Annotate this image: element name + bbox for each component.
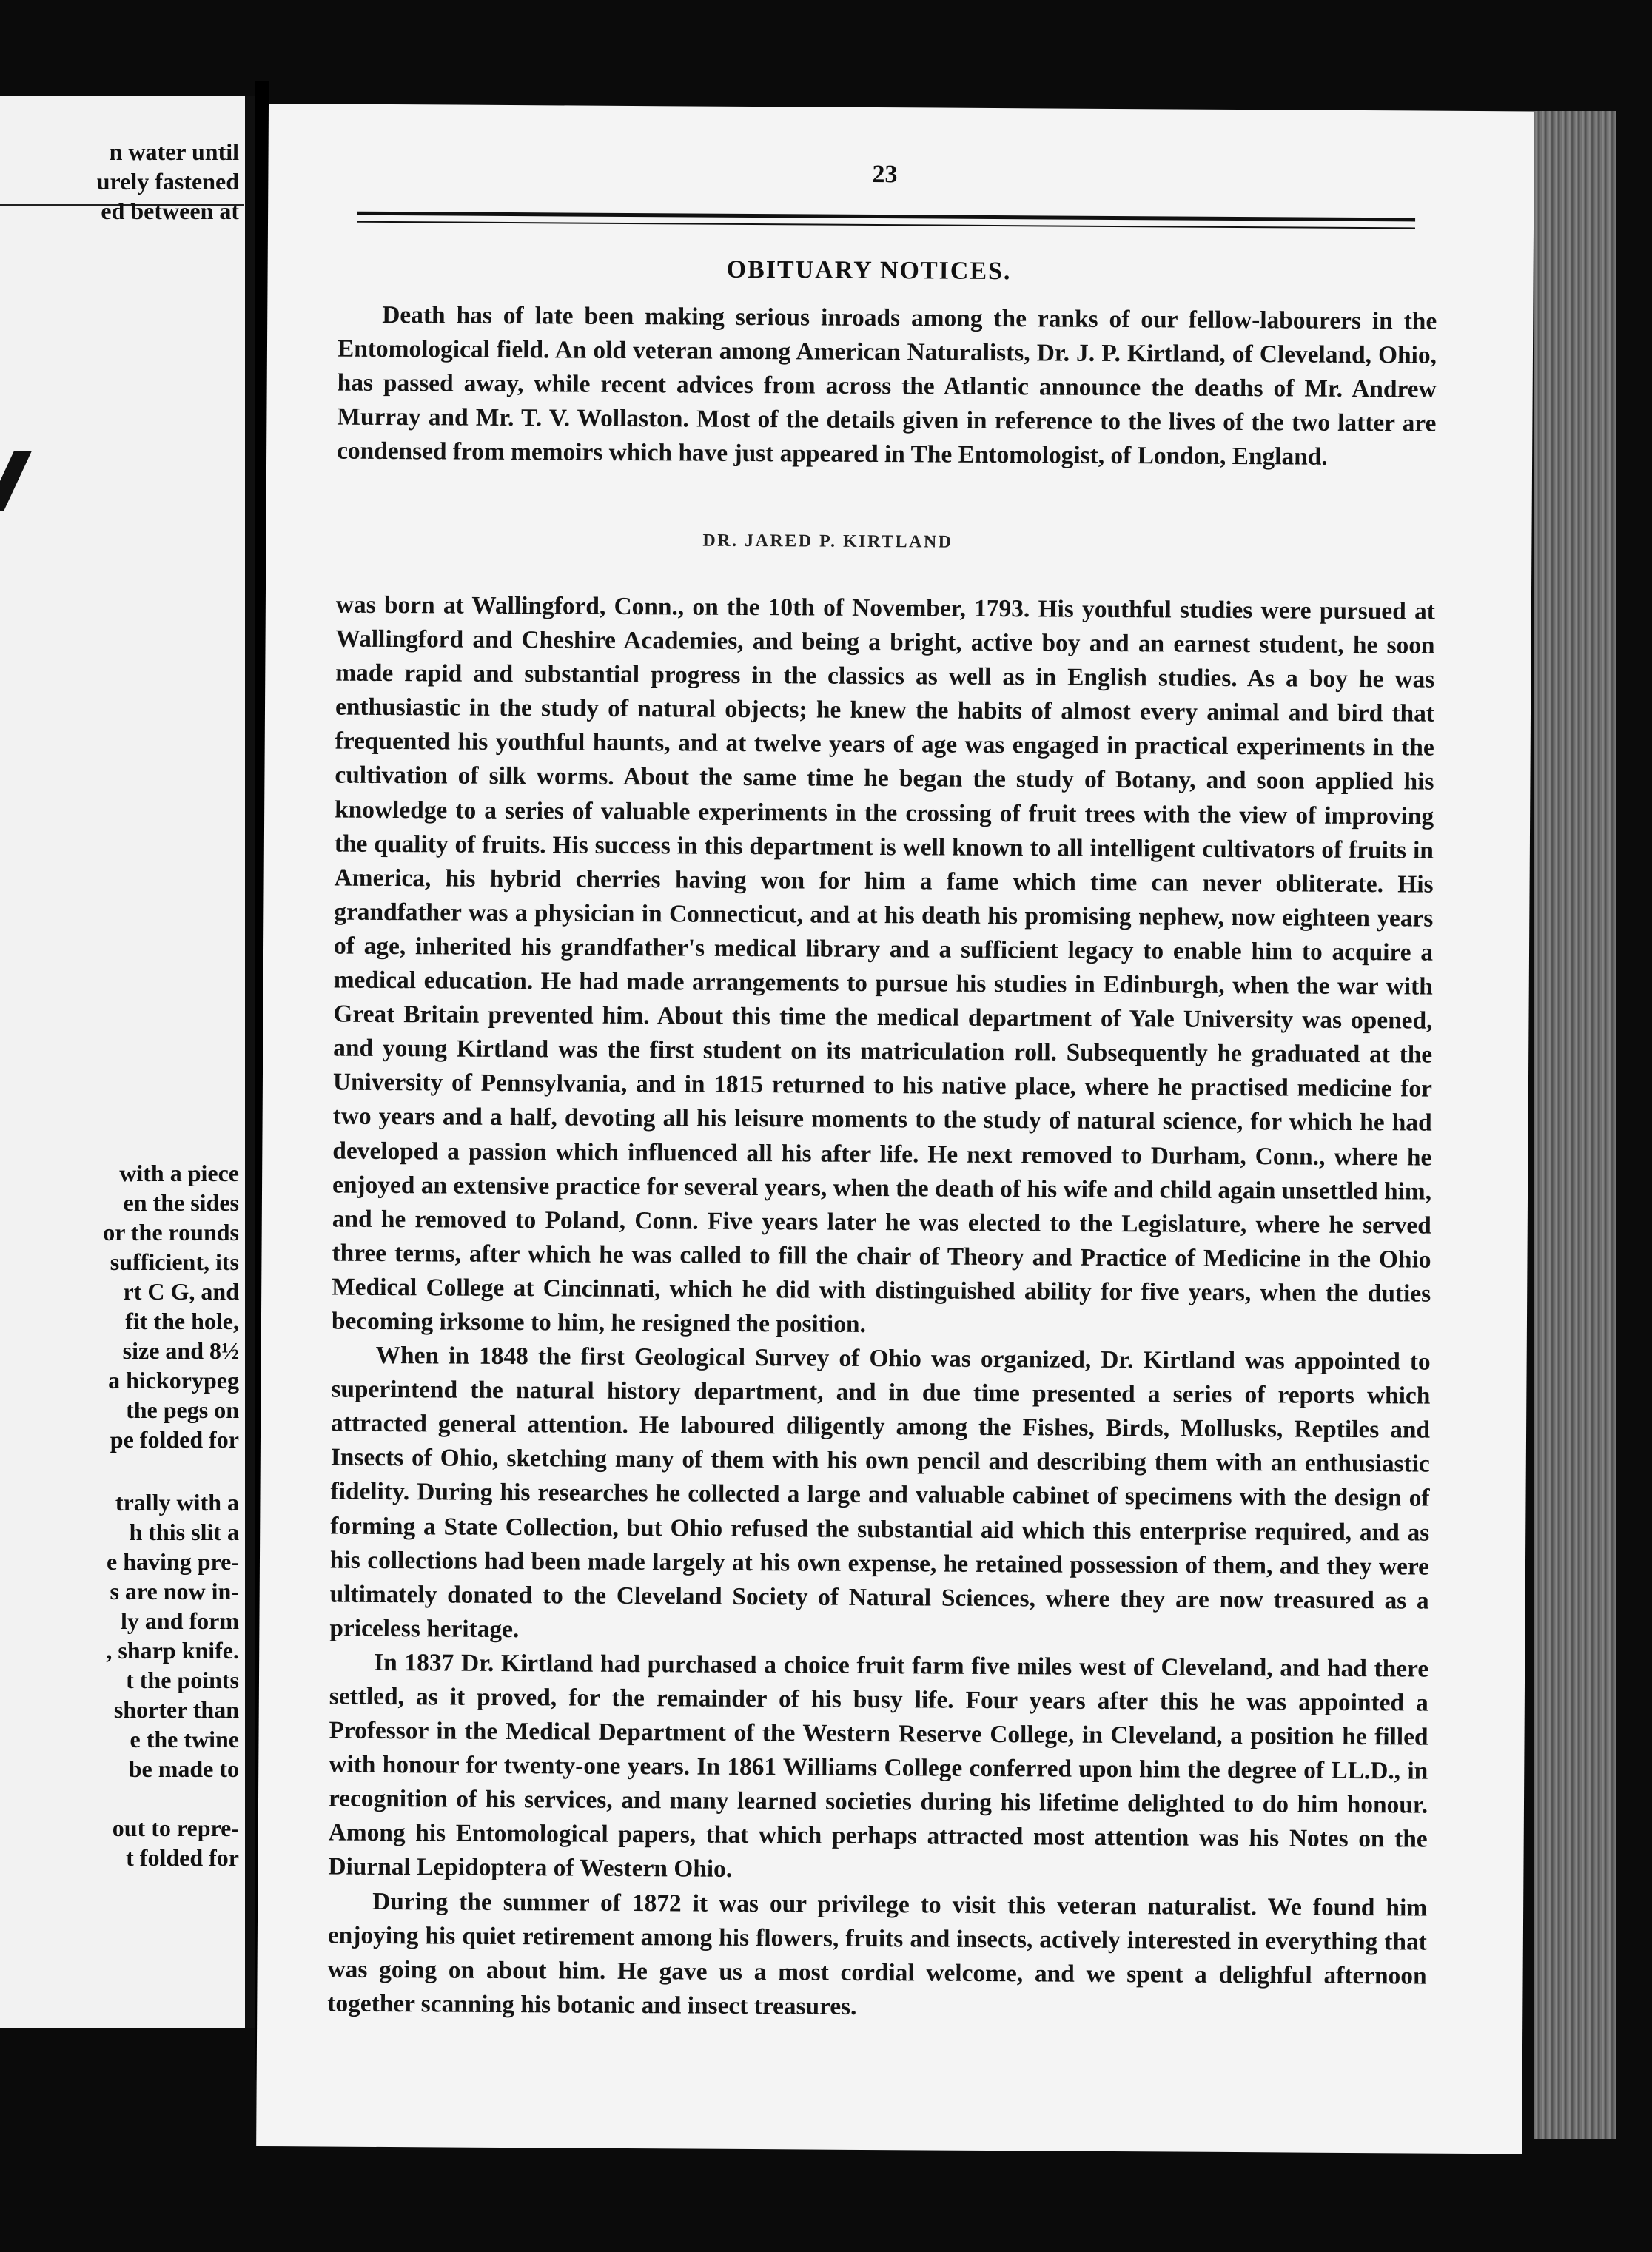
facing-page-line: be made to: [128, 1755, 239, 1782]
facing-page-line: shorter than: [113, 1696, 239, 1723]
page-title: OBITUARY NOTICES.: [726, 255, 1012, 286]
facing-page-line: , sharp knife.: [106, 1637, 239, 1664]
facing-page-line: ly and form: [121, 1607, 239, 1634]
main-page: [256, 104, 1534, 2154]
paragraph: During the summer of 1872 it was our privilege to visit this veteran naturalist. We found him enjoying his quiet retirement among his flowers, fruits and insects, actively interested in everything that was going on about him. He gave us a most cordial welcome, and we spent a delighful afternoon together scanning his botanic and insect treasures.: [327, 1887, 1428, 2020]
facing-page-line: out to repre-: [112, 1815, 239, 1841]
facing-page-line: sufficient, its: [110, 1248, 239, 1275]
article-body: [327, 588, 1435, 2028]
facing-page-line: n water until: [109, 138, 239, 165]
section-heading: DR. JARED P. KIRTLAND: [702, 531, 953, 552]
facing-page-line: h this slit a: [129, 1519, 239, 1545]
intro-text: Death has of late been making serious inroads among the ranks of our fellow-labourers in the Entomological field. An old veteran among American Naturalists, Dr. J. P. Kirtland, of Cleveland, Ohio, has passed away, while recent advices from across the Atlantic announce the deaths of Mr. Andrew Murray and Mr. T. V. Wollaston. Most of the details given in reference to the lives of the two latter are condensed from memoirs which have just appeared in The Entomologist, of London, England.: [337, 300, 1437, 471]
facing-page-line: or the rounds: [103, 1219, 239, 1246]
facing-page-line: pe folded for: [110, 1426, 239, 1453]
intro-paragraph: [337, 298, 1437, 476]
facing-page-line: trally with a: [115, 1489, 239, 1516]
header-rule: [357, 212, 1415, 222]
header-rule-thin: [357, 221, 1415, 229]
facing-page-line: t the points: [126, 1667, 239, 1693]
page-edges: [1534, 111, 1616, 2139]
facing-page-line: e having pre-: [107, 1548, 239, 1575]
gutter-shadow: [245, 96, 255, 2028]
facing-page-line: fit the hole,: [125, 1308, 239, 1334]
facing-page: [0, 96, 255, 2028]
paragraph: was born at Wallingford, Conn., on the 10th of November, 1793. His youthful studies were pursued at Wallingford and Cheshire Academies, and being a bright, active boy and an earnest student, he soon made rapid and substantial progress in the classics as well as in English studies. As a boy he was enthusiastic in the study of natural objects; he knew the habits of almost every animal and bird that frequented his youthful haunts, and at twelve years of age was engaged in practical experiments in the cultivation of silk worms. About the same time he began the study of Botany, and soon applied his knowledge to a series of valuable experiments in the crossing of fruit trees with the view of improving the quality of fruits. His success in this department is well known to all intelligent cultivators of fruits in America, his hybrid cherries having won for him a fame which time can never obliterate. His grandfather was a physician in Connecticut, and at his death his promising nephew, now eighteen years of age, inherited his grandfather's medical library and a sufficient legacy to enable him to acquire a medical education. He had made arrangements to pursue his studies in Edinburgh, when the war with Great Britain prevented him. About this time the medical department of Yale University was opened, and young Kirtland was the first student on its matriculation roll. Subsequently he graduated at the University of Pennsylvania, and in 1815 returned to his native place, where he practised medicine for two years and a half, devoting all his leisure moments to the study of natural science, for which he had developed a passion which influenced all his after life. He next removed to Durham, Conn., where he enjoyed an extensive practice for several years, when the death of his wife and child again unsettled him, and he removed to Poland, Conn. Five years later he was elected to the Legislature, where he served three terms, after which he was called to fill the chair of Theory and Practice of Medicine in the Ohio Medical College at Cincinnati, which he did with distinguished ability for five years, when the duties becoming irksome to him, he resigned the position.: [331, 591, 1435, 1338]
facing-page-line: en the sides: [123, 1189, 239, 1216]
facing-page-line: a hickorypeg: [108, 1367, 239, 1394]
facing-page-line: t folded for: [126, 1844, 239, 1871]
facing-page-line: s are now in-: [110, 1578, 239, 1604]
facing-page-line: the pegs on: [126, 1396, 239, 1423]
facing-page-line: e the twine: [130, 1726, 239, 1752]
paragraph: When in 1848 the first Geological Survey of Ohio was organized, Dr. Kirtland was appointed to superintend the natural history department, and in due time presented a series of reports which attracted general attention. He laboured diligently among the Fishes, Birds, Mollusks, Reptiles and Insects of Ohio, sketching many of them with his own pencil and describing them with an enthusiastic fidelity. During his researches he collected a large and valuable cabinet of specimens with the design of forming a State Collection, but Ohio refused the substantial aid which this enterprise required, and as his collections had been made largely at his own expense, he retained possession of them, and they were ultimately donated to the Cleveland Society of Natural Sciences, where they are now treasured as a priceless heritage.: [329, 1341, 1431, 1643]
ink-mark: [0, 451, 32, 511]
page-number: 23: [872, 160, 898, 189]
facing-page-line: with a piece: [119, 1160, 239, 1186]
paragraph: In 1837 Dr. Kirtland had purchased a choice fruit farm five miles west of Cleveland, and had there settled, as it proved, for the remainder of his busy life. Four years after this he was appointed a Professor in the Medical Department of the Western Reserve College, in Cleveland, a position he filled with honour for twenty-one years. In 1861 Williams College conferred upon him the degree of LL.D., in recognition of his services, and many learned societies during his lifetime delighted to do him honour. Among his Entomological papers, that which perhaps attracted most attention was his Notes on the Diurnal Lepidoptera of Western Ohio.: [328, 1648, 1429, 1883]
facing-page-line: rt C G, and: [123, 1278, 239, 1305]
facing-page-line: ed between at: [101, 198, 239, 224]
facing-page-line: urely fastened: [96, 168, 239, 195]
facing-page-line: size and 8½: [122, 1337, 239, 1364]
